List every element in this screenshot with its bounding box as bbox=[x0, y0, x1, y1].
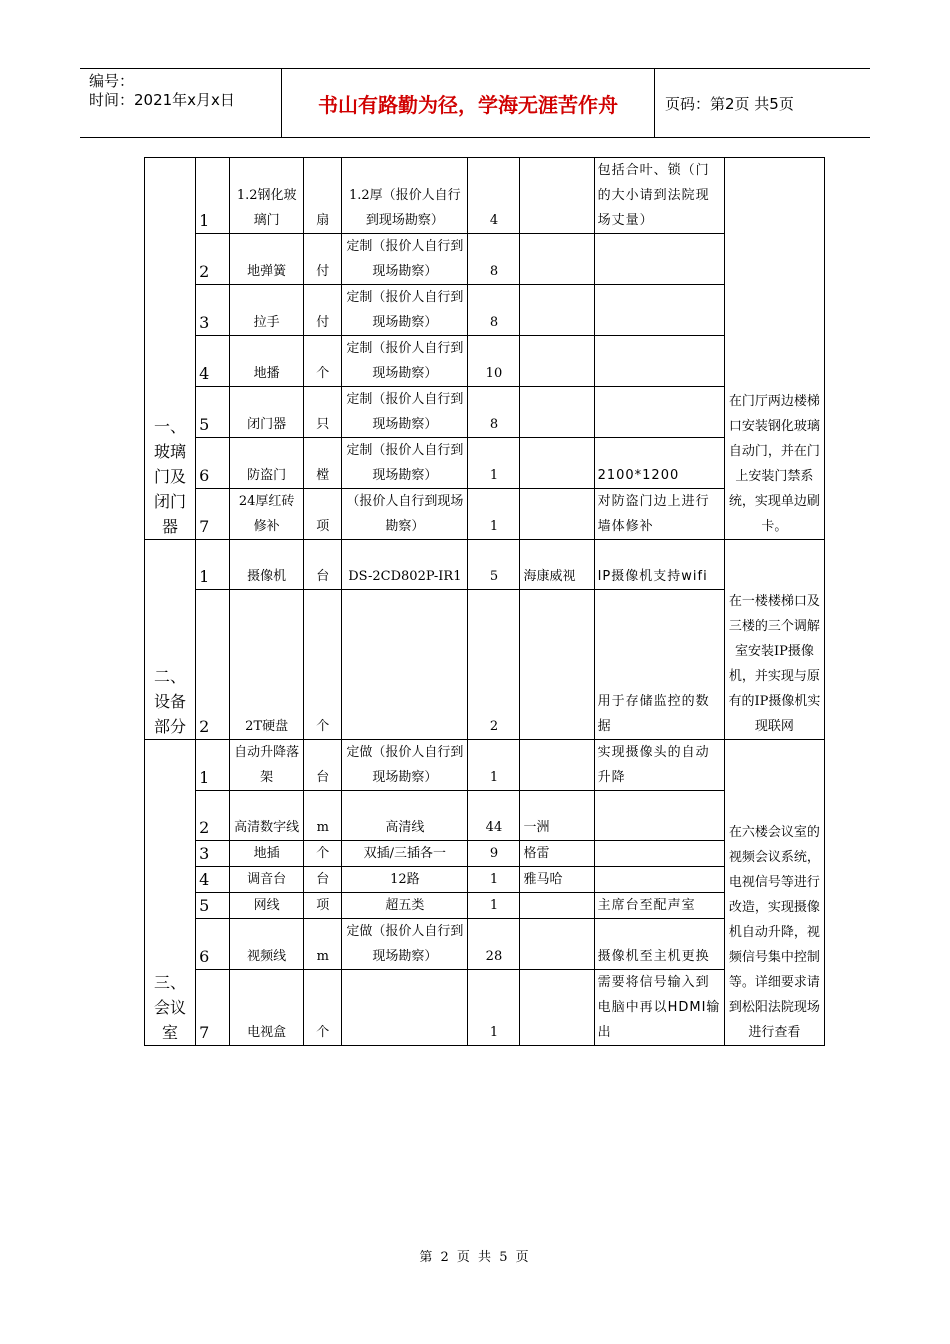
note-cell bbox=[594, 336, 724, 387]
remark-cell: 在六楼会议室的视频会议系统，电视信号等进行改造，实现摄像机自动升降，视频信号集中控制等。详细要求请到松阳法院现场进行查看 bbox=[724, 740, 824, 1046]
unit-cell: 项 bbox=[304, 893, 342, 919]
table-row bbox=[145, 740, 825, 791]
brand-cell bbox=[520, 590, 594, 740]
row-number-cell: 1 bbox=[196, 740, 230, 791]
unit-cell: 付 bbox=[304, 285, 342, 336]
brand-cell bbox=[520, 740, 594, 791]
item-name-cell: 防盗门 bbox=[230, 438, 304, 489]
note-cell: 包括合叶、锁（门的大小请到法院现场丈量） bbox=[594, 158, 724, 234]
table-row bbox=[145, 285, 825, 336]
category-cell: 三、会议室 bbox=[145, 740, 196, 1046]
unit-cell: 项 bbox=[304, 489, 342, 540]
item-name-cell: 2T硬盘 bbox=[230, 590, 304, 740]
row-number-cell: 2 bbox=[196, 791, 230, 841]
spec-cell: 定制（报价人自行到现场勘察） bbox=[342, 387, 468, 438]
note-cell: 用于存储监控的数据 bbox=[594, 590, 724, 740]
row-number-cell: 4 bbox=[196, 867, 230, 893]
note-cell bbox=[594, 285, 724, 336]
header-meta bbox=[80, 69, 282, 137]
brand-cell: 雅马哈 bbox=[520, 867, 594, 893]
row-number-cell: 3 bbox=[196, 841, 230, 867]
brand-cell bbox=[520, 919, 594, 970]
table-row bbox=[145, 489, 825, 540]
table-row bbox=[145, 336, 825, 387]
spec-cell: 1.2厚（报价人自行到现场勘察） bbox=[342, 158, 468, 234]
page-footer: 第 2 页 共 5 页 bbox=[419, 1250, 531, 1265]
brand-cell bbox=[520, 970, 594, 1046]
spec-cell bbox=[342, 590, 468, 740]
row-number-cell: 7 bbox=[196, 970, 230, 1046]
brand-cell bbox=[520, 158, 594, 234]
unit-cell: 个 bbox=[304, 970, 342, 1046]
row-number-cell: 1 bbox=[196, 540, 230, 590]
unit-cell: 台 bbox=[304, 867, 342, 893]
remark-cell: 在门厅两边楼梯口安装钢化玻璃自动门，并在门上安装门禁系统，实现单边刷卡。 bbox=[724, 158, 824, 540]
item-name-cell: 调音台 bbox=[230, 867, 304, 893]
spec-cell: 定制（报价人自行到现场勘察） bbox=[342, 336, 468, 387]
item-name-cell: 闭门器 bbox=[230, 387, 304, 438]
table-row bbox=[145, 590, 825, 740]
table-row bbox=[145, 791, 825, 841]
remark-cell: 在一楼楼梯口及三楼的三个调解室安装IP摄像机，并实现与原有的IP摄像机实现联网 bbox=[724, 540, 824, 740]
unit-cell: 个 bbox=[304, 841, 342, 867]
unit-cell: 个 bbox=[304, 336, 342, 387]
document-time-label: 时间：2021年x月x日 bbox=[89, 91, 235, 109]
quantity-cell: 10 bbox=[468, 336, 520, 387]
brand-cell bbox=[520, 489, 594, 540]
note-cell: IP摄像机支持wifi bbox=[594, 540, 724, 590]
item-name-cell: 电视盒 bbox=[230, 970, 304, 1046]
unit-cell: 樘 bbox=[304, 438, 342, 489]
quantity-cell: 5 bbox=[468, 540, 520, 590]
unit-cell: 扇 bbox=[304, 158, 342, 234]
item-name-cell: 地弹簧 bbox=[230, 234, 304, 285]
page-header bbox=[80, 68, 870, 138]
quantity-cell: 1 bbox=[468, 893, 520, 919]
quantity-cell: 8 bbox=[468, 285, 520, 336]
quantity-cell: 4 bbox=[468, 158, 520, 234]
unit-cell: m bbox=[304, 919, 342, 970]
unit-cell: 付 bbox=[304, 234, 342, 285]
table-row bbox=[145, 438, 825, 489]
quantity-cell: 1 bbox=[468, 740, 520, 791]
item-name-cell: 视频线 bbox=[230, 919, 304, 970]
table-row bbox=[145, 234, 825, 285]
document-number-label: 编号： bbox=[89, 72, 135, 90]
brand-cell bbox=[520, 336, 594, 387]
brand-cell: 格雷 bbox=[520, 841, 594, 867]
unit-cell: 只 bbox=[304, 387, 342, 438]
item-name-cell: 地插 bbox=[230, 841, 304, 867]
note-cell: 实现摄像头的自动升降 bbox=[594, 740, 724, 791]
unit-cell: 个 bbox=[304, 590, 342, 740]
brand-cell bbox=[520, 285, 594, 336]
spec-cell: 定做（报价人自行到现场勘察） bbox=[342, 740, 468, 791]
item-name-cell: 拉手 bbox=[230, 285, 304, 336]
quantity-cell: 1 bbox=[468, 970, 520, 1046]
note-cell: 摄像机至主机更换 bbox=[594, 919, 724, 970]
quantity-cell: 28 bbox=[468, 919, 520, 970]
spec-cell: （报价人自行到现场勘察） bbox=[342, 489, 468, 540]
quantity-cell: 1 bbox=[468, 867, 520, 893]
spec-cell: 12路 bbox=[342, 867, 468, 893]
spec-cell: 双插/三插各一 bbox=[342, 841, 468, 867]
row-number-cell: 2 bbox=[196, 590, 230, 740]
table-row bbox=[145, 841, 825, 867]
item-name-cell: 24厚红砖修补 bbox=[230, 489, 304, 540]
row-number-cell: 6 bbox=[196, 919, 230, 970]
quantity-cell: 8 bbox=[468, 234, 520, 285]
table-row bbox=[145, 970, 825, 1046]
unit-cell: m bbox=[304, 791, 342, 841]
spec-cell: 定制（报价人自行到现场勘察） bbox=[342, 285, 468, 336]
quantity-cell: 8 bbox=[468, 387, 520, 438]
note-cell: 需要将信号输入到电脑中再以HDMI输出 bbox=[594, 970, 724, 1046]
spec-cell: 高清线 bbox=[342, 791, 468, 841]
row-number-cell: 6 bbox=[196, 438, 230, 489]
note-cell: 对防盗门边上进行墙体修补 bbox=[594, 489, 724, 540]
brand-cell bbox=[520, 438, 594, 489]
spec-cell: 定做（报价人自行到现场勘察） bbox=[342, 919, 468, 970]
note-cell bbox=[594, 234, 724, 285]
header-motto: 书山有路勤为径，学海无涯苦作舟 bbox=[282, 69, 655, 137]
item-name-cell: 1.2钢化玻璃门 bbox=[230, 158, 304, 234]
brand-cell bbox=[520, 893, 594, 919]
note-cell bbox=[594, 387, 724, 438]
spec-cell: 超五类 bbox=[342, 893, 468, 919]
note-cell: 2100*1200 bbox=[594, 438, 724, 489]
table-row bbox=[145, 919, 825, 970]
table-row bbox=[145, 387, 825, 438]
brand-cell: 一洲 bbox=[520, 791, 594, 841]
item-name-cell: 网线 bbox=[230, 893, 304, 919]
note-cell: 主席台至配声室 bbox=[594, 893, 724, 919]
item-name-cell: 地播 bbox=[230, 336, 304, 387]
unit-cell: 台 bbox=[304, 540, 342, 590]
row-number-cell: 4 bbox=[196, 336, 230, 387]
header-page-number: 页码：第2页 共5页 bbox=[665, 94, 794, 113]
spec-cell: 定制（报价人自行到现场勘察） bbox=[342, 234, 468, 285]
quantity-cell: 1 bbox=[468, 489, 520, 540]
note-cell bbox=[594, 841, 724, 867]
table-row bbox=[145, 158, 825, 234]
item-name-cell: 自动升降落架 bbox=[230, 740, 304, 791]
spec-cell: DS-2CD802P-IR1 bbox=[342, 540, 468, 590]
table-row bbox=[145, 540, 825, 590]
brand-cell bbox=[520, 234, 594, 285]
spec-cell bbox=[342, 970, 468, 1046]
category-cell: 二、设备部分 bbox=[145, 540, 196, 740]
row-number-cell: 5 bbox=[196, 387, 230, 438]
note-cell bbox=[594, 867, 724, 893]
row-number-cell: 1 bbox=[196, 158, 230, 234]
row-number-cell: 3 bbox=[196, 285, 230, 336]
spec-cell: 定制（报价人自行到现场勘察） bbox=[342, 438, 468, 489]
unit-cell: 台 bbox=[304, 740, 342, 791]
table-row bbox=[145, 867, 825, 893]
table-row bbox=[145, 893, 825, 919]
row-number-cell: 2 bbox=[196, 234, 230, 285]
quantity-cell: 44 bbox=[468, 791, 520, 841]
quantity-cell: 1 bbox=[468, 438, 520, 489]
row-number-cell: 7 bbox=[196, 489, 230, 540]
brand-cell: 海康威视 bbox=[520, 540, 594, 590]
brand-cell bbox=[520, 387, 594, 438]
item-name-cell: 高清数字线 bbox=[230, 791, 304, 841]
quantity-cell: 2 bbox=[468, 590, 520, 740]
note-cell bbox=[594, 791, 724, 841]
quantity-cell: 9 bbox=[468, 841, 520, 867]
category-cell: 一、玻璃门及闭门器 bbox=[145, 158, 196, 540]
item-name-cell: 摄像机 bbox=[230, 540, 304, 590]
quote-table bbox=[144, 157, 825, 1046]
row-number-cell: 5 bbox=[196, 893, 230, 919]
